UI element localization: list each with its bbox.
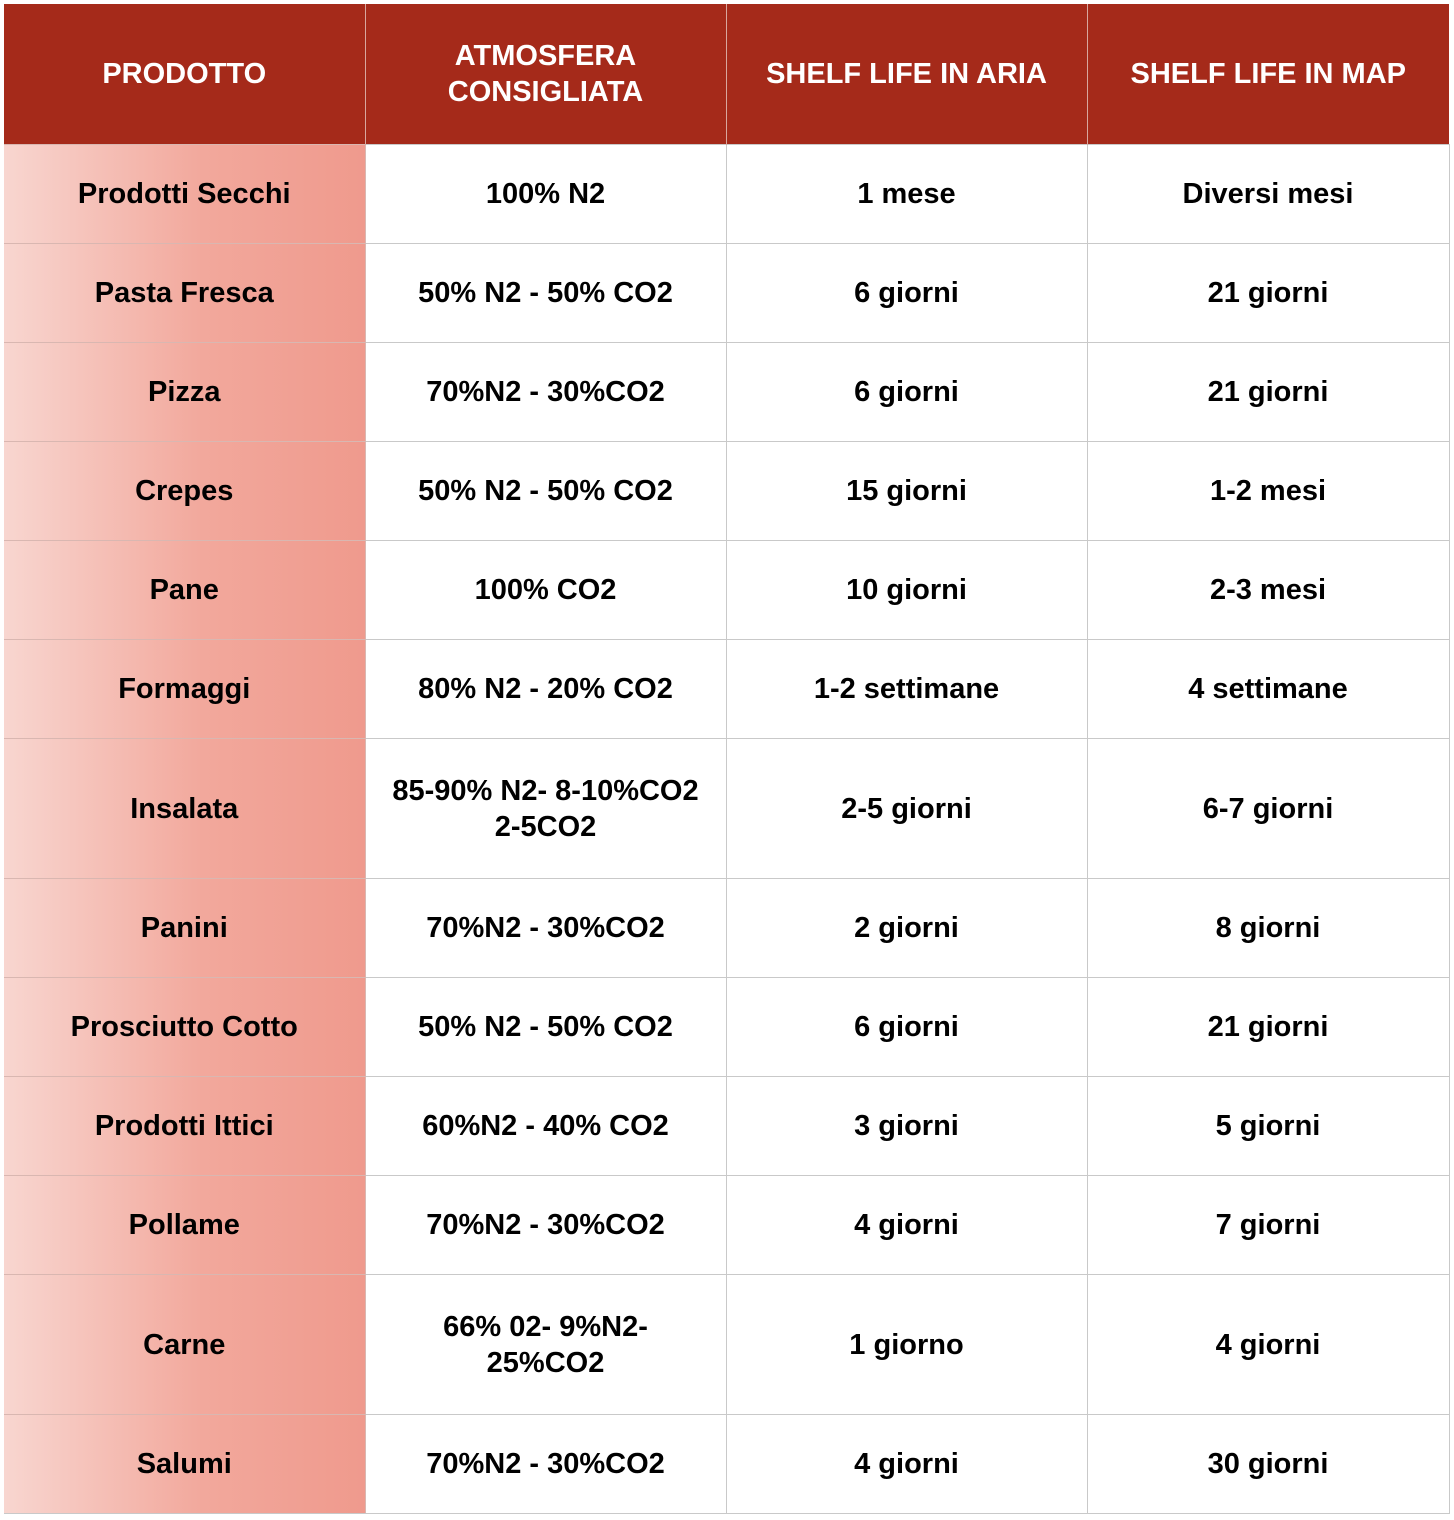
product-cell: Prodotti Ittici xyxy=(4,1077,365,1176)
shelf-life-map-cell: 21 giorni xyxy=(1087,978,1449,1077)
product-cell: Pane xyxy=(4,541,365,640)
table-row xyxy=(4,1077,1449,1176)
product-cell: Prosciutto Cotto xyxy=(4,978,365,1077)
header-product: PRODOTTO xyxy=(4,4,365,145)
shelf-life-table-container xyxy=(4,4,1449,1514)
shelf-life-map-cell: 2-3 mesi xyxy=(1087,541,1449,640)
shelf-life-air-cell: 4 giorni xyxy=(726,1176,1087,1275)
shelf-life-map-cell: 5 giorni xyxy=(1087,1077,1449,1176)
product-cell: Pollame xyxy=(4,1176,365,1275)
atmosphere-cell: 50% N2 - 50% CO2 xyxy=(365,978,726,1077)
table-row xyxy=(4,244,1449,343)
shelf-life-air-cell: 10 giorni xyxy=(726,541,1087,640)
atmosphere-cell: 100% CO2 xyxy=(365,541,726,640)
shelf-life-map-cell: 4 giorni xyxy=(1087,1275,1449,1415)
shelf-life-air-cell: 15 giorni xyxy=(726,442,1087,541)
table-row xyxy=(4,541,1449,640)
shelf-life-air-cell: 6 giorni xyxy=(726,343,1087,442)
atmosphere-cell: 80% N2 - 20% CO2 xyxy=(365,640,726,739)
header-shelf-life-map: SHELF LIFE IN MAP xyxy=(1087,4,1449,145)
product-cell: Carne xyxy=(4,1275,365,1415)
shelf-life-air-cell: 3 giorni xyxy=(726,1077,1087,1176)
shelf-life-air-cell: 6 giorni xyxy=(726,978,1087,1077)
shelf-life-air-cell: 1 mese xyxy=(726,145,1087,244)
table-row xyxy=(4,978,1449,1077)
atmosphere-cell: 50% N2 - 50% CO2 xyxy=(365,442,726,541)
table-row xyxy=(4,879,1449,978)
table-row xyxy=(4,1275,1449,1415)
shelf-life-map-cell: 21 giorni xyxy=(1087,244,1449,343)
table-row xyxy=(4,640,1449,739)
table-row xyxy=(4,442,1449,541)
shelf-life-air-cell: 4 giorni xyxy=(726,1415,1087,1514)
shelf-life-map-cell: 6-7 giorni xyxy=(1087,739,1449,879)
product-cell: Prodotti Secchi xyxy=(4,145,365,244)
product-cell: Crepes xyxy=(4,442,365,541)
atmosphere-cell: 50% N2 - 50% CO2 xyxy=(365,244,726,343)
shelf-life-map-cell: 4 settimane xyxy=(1087,640,1449,739)
table-row xyxy=(4,1176,1449,1275)
atmosphere-cell: 66% 02- 9%N2- 25%CO2 xyxy=(365,1275,726,1415)
header-atmosphere: ATMOSFERA CONSIGLIATA xyxy=(365,4,726,145)
product-cell: Pizza xyxy=(4,343,365,442)
table-row xyxy=(4,739,1449,879)
atmosphere-cell: 60%N2 - 40% CO2 xyxy=(365,1077,726,1176)
atmosphere-cell: 100% N2 xyxy=(365,145,726,244)
shelf-life-table xyxy=(4,4,1450,1514)
shelf-life-air-cell: 1 giorno xyxy=(726,1275,1087,1415)
shelf-life-map-cell: 30 giorni xyxy=(1087,1415,1449,1514)
shelf-life-air-cell: 2 giorni xyxy=(726,879,1087,978)
table-row xyxy=(4,1415,1449,1514)
shelf-life-map-cell: 21 giorni xyxy=(1087,343,1449,442)
atmosphere-cell: 70%N2 - 30%CO2 xyxy=(365,1176,726,1275)
table-header-row xyxy=(4,4,1449,145)
product-cell: Pasta Fresca xyxy=(4,244,365,343)
product-cell: Panini xyxy=(4,879,365,978)
table-row xyxy=(4,343,1449,442)
shelf-life-map-cell: 8 giorni xyxy=(1087,879,1449,978)
atmosphere-cell: 70%N2 - 30%CO2 xyxy=(365,343,726,442)
shelf-life-air-cell: 2-5 giorni xyxy=(726,739,1087,879)
product-cell: Formaggi xyxy=(4,640,365,739)
atmosphere-cell: 70%N2 - 30%CO2 xyxy=(365,1415,726,1514)
shelf-life-map-cell: 7 giorni xyxy=(1087,1176,1449,1275)
header-shelf-life-air: SHELF LIFE IN ARIA xyxy=(726,4,1087,145)
atmosphere-cell: 85-90% N2- 8-10%CO2 2-5CO2 xyxy=(365,739,726,879)
product-cell: Insalata xyxy=(4,739,365,879)
product-cell: Salumi xyxy=(4,1415,365,1514)
shelf-life-air-cell: 1-2 settimane xyxy=(726,640,1087,739)
shelf-life-map-cell: Diversi mesi xyxy=(1087,145,1449,244)
shelf-life-map-cell: 1-2 mesi xyxy=(1087,442,1449,541)
table-row xyxy=(4,145,1449,244)
shelf-life-air-cell: 6 giorni xyxy=(726,244,1087,343)
atmosphere-cell: 70%N2 - 30%CO2 xyxy=(365,879,726,978)
